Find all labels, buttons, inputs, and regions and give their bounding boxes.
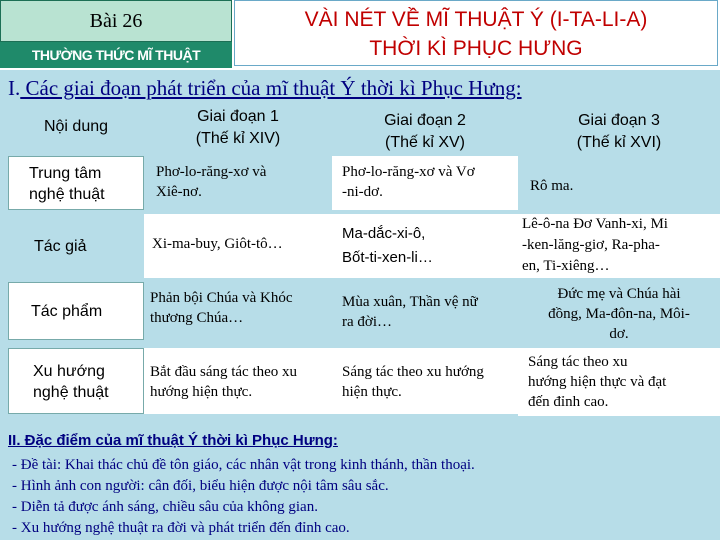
cell-line: en, Ti-xiêng… bbox=[522, 258, 610, 274]
cell-line: dơ. bbox=[609, 326, 629, 342]
cell-trend-stage-3 bbox=[518, 348, 720, 416]
stage-1-name: Giai đoạn 1 bbox=[197, 108, 279, 125]
cell-line: Xi-ma-buy, Giôt-tô… bbox=[152, 236, 283, 252]
stage-2-century: (Thế kỉ XV) bbox=[384, 134, 465, 151]
characteristics-list bbox=[12, 455, 712, 539]
cell-works-stage-2 bbox=[332, 282, 518, 340]
section-1-prefix: I. bbox=[8, 76, 21, 100]
stage-2-name: Giai đoạn 2 bbox=[384, 112, 466, 129]
section-1-heading bbox=[8, 76, 522, 101]
cell-line: Phơ-lo-răng-xơ và bbox=[156, 164, 267, 180]
row-label-line: Trung tâm bbox=[29, 165, 102, 182]
cell-authors-stage-3 bbox=[518, 214, 720, 278]
cell-line: hiện thực. bbox=[342, 384, 402, 400]
cell-line: Sáng tác theo xu hướng bbox=[342, 364, 484, 380]
cell-line: Lê-ô-na Đơ Vanh-xi, Mi bbox=[522, 216, 668, 232]
cell-line: -ni-dơ. bbox=[342, 184, 383, 200]
stage-3-century: (Thế kỉ XVI) bbox=[576, 134, 662, 151]
column-header-stage-1 bbox=[144, 104, 332, 152]
row-label-line: nghệ thuật bbox=[29, 186, 105, 203]
lesson-number: Bài 26 bbox=[0, 0, 232, 42]
cell-center-stage-1 bbox=[144, 156, 332, 210]
cell-line: thương Chúa… bbox=[150, 310, 244, 326]
row-label-line: Xu hướng bbox=[33, 363, 105, 380]
column-header-stage-2 bbox=[332, 104, 518, 152]
cell-line: Bốt-ti-xen-li… bbox=[342, 249, 433, 266]
list-item: - Đề tài: Khai thác chủ đề tôn giáo, các nhân vật trong kinh thánh, thần thoại. bbox=[12, 457, 475, 473]
column-header-content-text: Nội dung bbox=[43, 118, 109, 135]
title-line-2: THỜI KÌ PHỤC HƯNG bbox=[369, 37, 583, 60]
list-item: - Xu hướng nghệ thuật ra đời và phát triển đến đỉnh cao. bbox=[12, 520, 350, 536]
cell-authors-stage-1 bbox=[144, 214, 332, 278]
cell-line: ra đời… bbox=[342, 314, 393, 330]
cell-line: hướng hiện thực và đạt bbox=[528, 374, 667, 390]
cell-trend-stage-1 bbox=[144, 348, 332, 414]
section-1-title: Các giai đoạn phát triển của mĩ thuật Ý thời kì Phục Hưng: bbox=[20, 76, 522, 100]
row-header-authors bbox=[8, 214, 144, 278]
cell-line: đồng, Ma-đôn-na, Môi- bbox=[548, 306, 690, 322]
cell-works-stage-3 bbox=[518, 282, 720, 344]
row-label-line: Tác phẩm bbox=[31, 303, 103, 320]
lesson-box bbox=[0, 0, 232, 68]
cell-line: Phơ-lo-răng-xơ và Vơ bbox=[342, 164, 475, 180]
cell-line: đến đỉnh cao. bbox=[528, 394, 609, 410]
row-header-trend bbox=[8, 348, 144, 414]
cell-line: Xiê-nơ. bbox=[156, 184, 202, 200]
row-header-art-center bbox=[8, 156, 144, 210]
lesson-tag: THƯỜNG THỨC MĨ THUẬT bbox=[31, 47, 201, 63]
cell-works-stage-1 bbox=[144, 282, 332, 340]
column-header-stage-3 bbox=[518, 104, 720, 152]
cell-line: Ma-dắc-xi-ô, bbox=[342, 225, 426, 242]
cell-line: Sáng tác theo xu bbox=[528, 354, 628, 370]
cell-center-stage-2 bbox=[332, 156, 518, 210]
cell-line: Phản bội Chúa và Khóc bbox=[150, 290, 293, 306]
cell-line: Mùa xuân, Thần vệ nữ bbox=[342, 294, 478, 310]
row-header-works bbox=[8, 282, 144, 340]
cell-line: hướng hiện thực. bbox=[150, 384, 253, 400]
section-2-heading: II. Đặc điểm của mĩ thuật Ý thời kì Phục Hưng: bbox=[8, 432, 338, 449]
stages-table bbox=[8, 104, 720, 422]
row-label-line: nghệ thuật bbox=[33, 384, 109, 401]
column-header-content bbox=[8, 104, 144, 152]
cell-line: Rô ma. bbox=[530, 178, 574, 194]
cell-center-stage-3 bbox=[518, 156, 720, 210]
list-item: - Diễn tả được ánh sáng, chiều sâu của không gian. bbox=[12, 499, 318, 515]
cell-line: Bắt đầu sáng tác theo xu bbox=[150, 364, 298, 380]
list-item: - Hình ảnh con người: cân đối, biểu hiện được nội tâm sâu sắc. bbox=[12, 478, 389, 494]
stage-1-century: (Thế kỉ XIV) bbox=[195, 130, 281, 147]
cell-line: Đức mẹ và Chúa hài bbox=[557, 286, 681, 302]
title-line-1: VÀI NÉT VỀ MĨ THUẬT Ý (I-TA-LI-A) bbox=[304, 8, 648, 31]
cell-trend-stage-2 bbox=[332, 348, 518, 414]
cell-line: -ken-lăng-giơ, Ra-pha- bbox=[522, 237, 660, 253]
cell-authors-stage-2 bbox=[332, 214, 518, 278]
row-label-line: Tác giả bbox=[34, 238, 87, 255]
page-title bbox=[234, 0, 718, 66]
stage-3-name: Giai đoạn 3 bbox=[578, 112, 660, 129]
